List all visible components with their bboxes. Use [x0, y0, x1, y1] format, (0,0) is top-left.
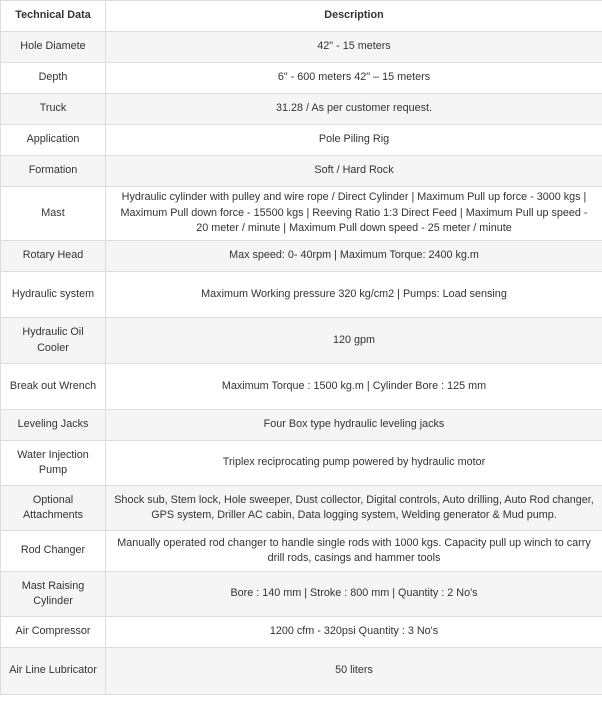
row-value: Four Box type hydraulic leveling jacks: [106, 410, 602, 441]
table-row: [1, 441, 602, 486]
row-label: Hydraulic system: [1, 272, 106, 318]
row-value: 50 liters: [106, 648, 602, 695]
row-label: Break out Wrench: [1, 364, 106, 410]
table-row: [1, 486, 602, 531]
table-row: [1, 364, 602, 410]
row-label: Truck: [1, 94, 106, 125]
row-label: Air Compressor: [1, 617, 106, 648]
row-label: Rotary Head: [1, 241, 106, 272]
table-row: [1, 156, 602, 187]
row-label: Application: [1, 125, 106, 156]
row-label: Hydraulic Oil Cooler: [1, 318, 106, 364]
table-row: [1, 272, 602, 318]
header-description: Description: [106, 1, 602, 32]
row-label: Air Line Lubricator: [1, 648, 106, 695]
row-value: Maximum Torque : 1500 kg.m | Cylinder Bore : 125 mm: [106, 364, 602, 410]
table-row: [1, 572, 602, 617]
row-label: Mast Raising Cylinder: [1, 572, 106, 617]
header-row: [1, 1, 602, 32]
row-label: Hole Diamete: [1, 32, 106, 63]
row-value: Manually operated rod changer to handle single rods with 1000 kgs. Capacity pull up winch to carry drill rods, casings and hammer tools: [106, 531, 602, 572]
row-value: 6" - 600 meters 42" – 15 meters: [106, 63, 602, 94]
table-row: [1, 125, 602, 156]
row-value: 120 gpm: [106, 318, 602, 364]
row-label: Water Injection Pump: [1, 441, 106, 486]
table-row: [1, 63, 602, 94]
table-row: [1, 617, 602, 648]
row-label: Formation: [1, 156, 106, 187]
row-value: Shock sub, Stem lock, Hole sweeper, Dust collector, Digital controls, Auto drilling, Auto Rod changer, GPS system, Driller AC cabin, Data logging system, Welding generator & Mud pump.: [106, 486, 602, 531]
row-value: Pole Piling Rig: [106, 125, 602, 156]
row-label: Depth: [1, 63, 106, 94]
row-value: Maximum Working pressure 320 kg/cm2 | Pumps: Load sensing: [106, 272, 602, 318]
row-value: Bore : 140 mm | Stroke : 800 mm | Quantity : 2 No's: [106, 572, 602, 617]
table-row: [1, 531, 602, 572]
table-row: [1, 187, 602, 241]
header-technical-data: Technical Data: [1, 1, 106, 32]
table-row: [1, 32, 602, 63]
table-row: [1, 410, 602, 441]
table-row: [1, 94, 602, 125]
table-header: [1, 1, 602, 32]
row-value: Max speed: 0- 40rpm | Maximum Torque: 2400 kg.m: [106, 241, 602, 272]
table-row: [1, 318, 602, 364]
row-value: Hydraulic cylinder with pulley and wire rope / Direct Cylinder | Maximum Pull up force - 3000 kgs | Maximum Pull down force - 15500 kgs | Reeving Ratio 1:3 Direct Feed | Maximum Pull up speed - 20 meter / minute | Maximum Pull down speed - 25 meter / minute: [106, 187, 602, 241]
row-value: 1200 cfm - 320psi Quantity : 3 No's: [106, 617, 602, 648]
row-value: 42" - 15 meters: [106, 32, 602, 63]
table-body: [1, 32, 602, 695]
row-value: Soft / Hard Rock: [106, 156, 602, 187]
row-label: Leveling Jacks: [1, 410, 106, 441]
row-label: Optional Attachments: [1, 486, 106, 531]
row-value: Triplex reciprocating pump powered by hydraulic motor: [106, 441, 602, 486]
row-value: 31.28 / As per customer request.: [106, 94, 602, 125]
table-row: [1, 648, 602, 695]
table-row: [1, 241, 602, 272]
row-label: Rod Changer: [1, 531, 106, 572]
row-label: Mast: [1, 187, 106, 241]
